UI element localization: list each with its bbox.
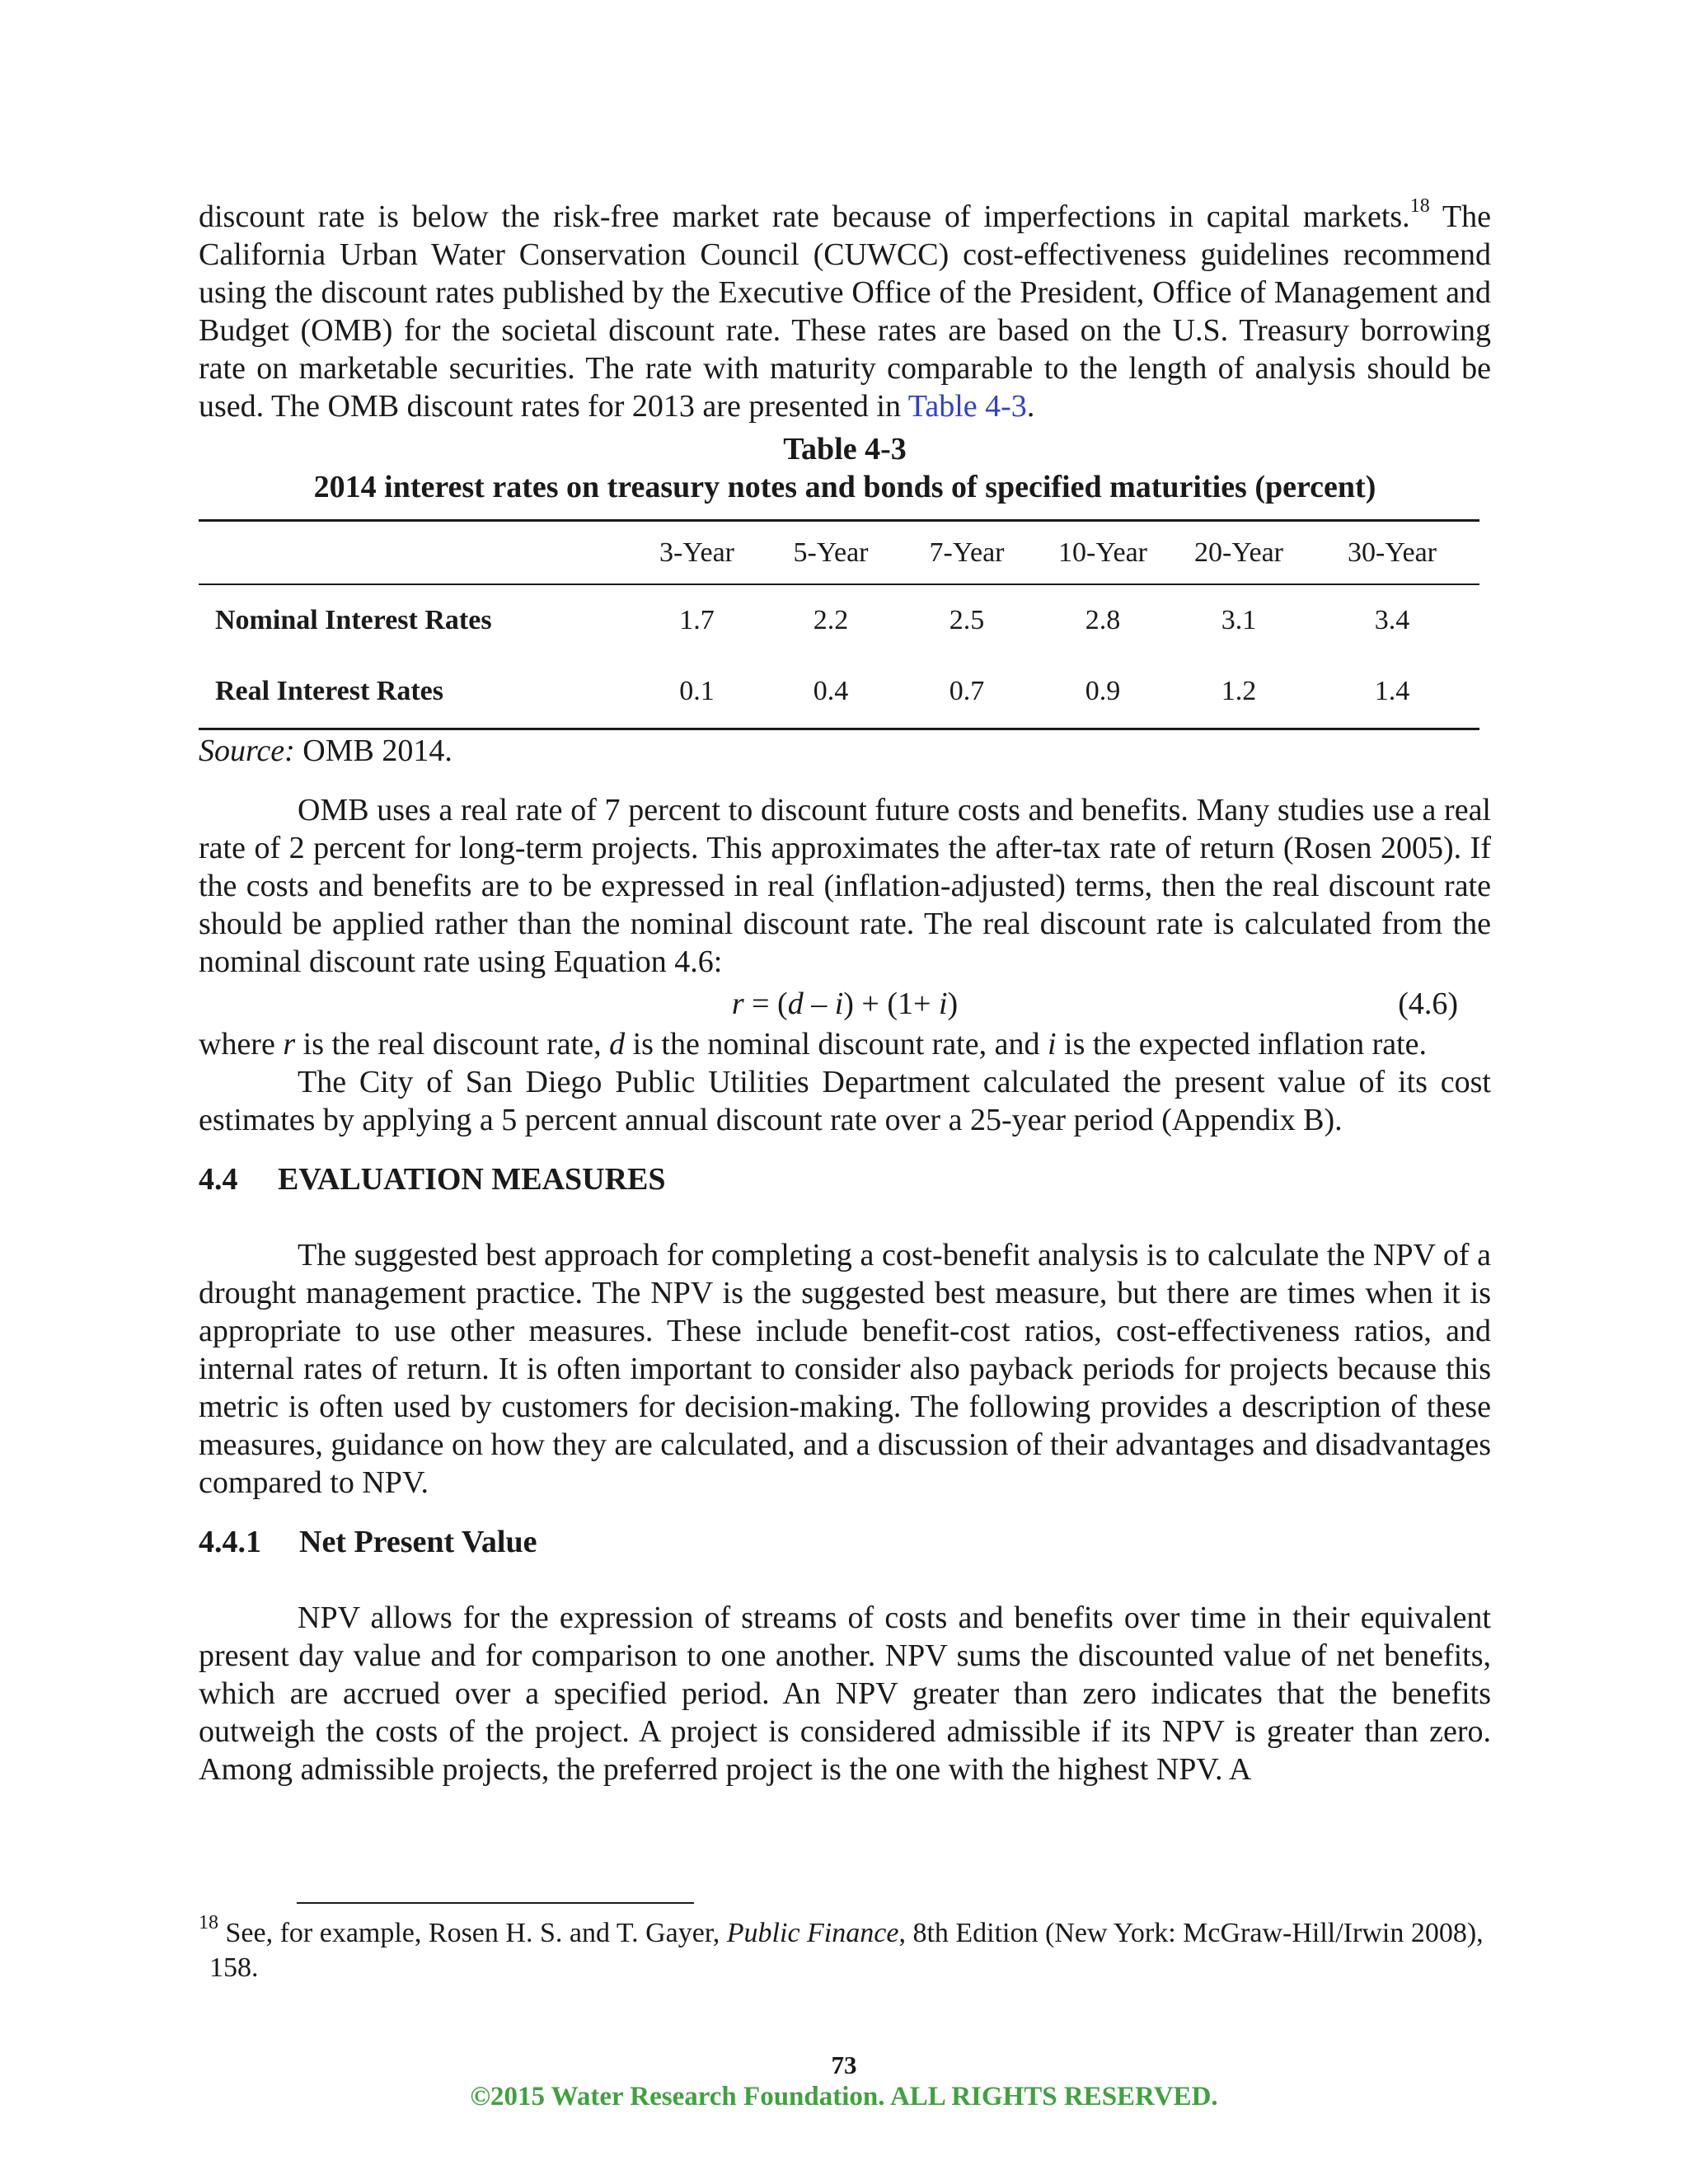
paragraph-real-rate: OMB uses a real rate of 7 percent to discount future costs and benefits. Many studies use a real rate of 2 percent for long-term projects. This approximates the after-tax rate of return (Rosen 2005). If the costs and benefits are to be expressed in real (inflation-adjusted) terms, then the real discount rate should be applied rather than the nominal discount rate. The real discount rate is calculated from the nominal discount rate using Equation 4.6: xyxy=(199,793,1491,979)
header-3-year: 3-Year xyxy=(659,537,734,568)
equation-4-6 xyxy=(199,984,1491,1024)
table-bottom-rule xyxy=(199,728,1479,730)
table-cell: 2.8 xyxy=(1085,604,1121,635)
footnote-18: $^{18}$ See, for example, Rosen H. S. and T. Gayer, Public Finance, 8th Edition (New York: McGraw-Hill/Irwin 2008), 158. xyxy=(199,1911,1484,1983)
header-10-year: 10-Year xyxy=(1058,537,1147,568)
table-cell: 2.2 xyxy=(813,604,849,635)
table-title: 2014 interest rates on treasury notes and bonds of specified maturities (percent) xyxy=(313,470,1376,504)
main-content xyxy=(199,195,1492,1788)
table-row xyxy=(199,655,1479,728)
table-cell: 0.4 xyxy=(813,676,849,706)
table-cell: 3.1 xyxy=(1221,604,1257,635)
table-caption xyxy=(199,430,1491,506)
page-number: 73 xyxy=(831,2050,857,2079)
equation-number: (4.6) xyxy=(1398,987,1458,1021)
table-cell: 1.4 xyxy=(1374,676,1410,706)
header-7-year: 7-Year xyxy=(929,537,1005,568)
section-heading: 4.4 EVALUATION MEASURES xyxy=(199,1162,666,1197)
table-row xyxy=(199,585,1479,655)
table-label: Table 4-3 xyxy=(783,432,907,466)
footnote-rule xyxy=(297,1902,694,1904)
interest-rates-table xyxy=(199,519,1479,730)
equation-body: r = (d – i) + (1+ i) xyxy=(731,987,959,1021)
header-20-year: 20-Year xyxy=(1194,537,1283,568)
copyright-notice: ©2015 Water Research Foundation. ALL RIGHTS RESERVED. xyxy=(470,2082,1218,2111)
row-label: Real Interest Rates xyxy=(215,676,443,706)
paragraph-evaluation: The suggested best approach for completing a cost-benefit analysis is to calculate the NPV of a drought management practice. The NPV is the suggested best measure, but there are times when it is appropriate to use other measures. These include benefit-cost ratios, cost-effectiveness ratios, and internal rates of return. It is often important to consider also payback periods for projects because this metric is often used by customers for decision-making. The following provides a description of these measures, guidance on how they are calculated, and a discussion of their advantages and disadvantages compared to NPV. xyxy=(199,1238,1492,1500)
row-label: Nominal Interest Rates xyxy=(215,604,492,635)
table-source: Source: OMB 2014. xyxy=(199,733,452,768)
table-cell: 3.4 xyxy=(1374,604,1410,635)
table-cell: 1.2 xyxy=(1221,676,1257,706)
table-4-3-link[interactable]: Table 4-3 xyxy=(907,389,1027,424)
paragraph-intro: discount rate is below the risk-free market rate because of imperfections in capital markets.$^{18}$ The California Urban Water Conservation Council (CUWCC) cost-effectiveness guidelines recommend using the discount rates published by the Executive Office of the President, Office of Management and Budget (OMB) for the societal discount rate. These rates are based on the U.S. Treasury borrowing rate on marketable securities. The rate with maturity comparable to the length of analysis should be used. The OMB discount rates for 2013 are presented in Table 4-3. xyxy=(199,195,1491,424)
paragraph-san-diego: The City of San Diego Public Utilities Department calculated the present value of its cost estimates by applying a 5 percent annual discount rate over a 25-year period (Appendix B). xyxy=(199,1065,1491,1137)
table-cell: 0.7 xyxy=(949,676,985,706)
paragraph-variables: where r is the real discount rate, d is the nominal discount rate, and i is the expected inflation rate. xyxy=(199,1027,1428,1062)
footnote-ref-18[interactable]: 18 xyxy=(1409,195,1430,218)
table-cell: 2.5 xyxy=(949,604,985,635)
table-cell: 0.1 xyxy=(679,676,715,706)
paragraph-npv: NPV allows for the expression of streams of costs and benefits over time in their equivalent present day value and for comparison to one another. NPV sums the discounted value of net benefits, which are accrued over a specified period. An NPV greater than zero indicates that the benefits outweigh the costs of the project. A project is considered admissible if its NPV is greater than zero. Among admissible projects, the preferred project is the one with the highest NPV. A xyxy=(199,1601,1491,1787)
table-cell: 1.7 xyxy=(679,604,715,635)
header-30-year: 30-Year xyxy=(1348,537,1437,568)
header-5-year: 5-Year xyxy=(793,537,869,568)
table-header-row xyxy=(199,522,1479,583)
subsection-heading: 4.4.1 Net Present Value xyxy=(199,1525,537,1559)
table-cell: 0.9 xyxy=(1085,676,1121,706)
